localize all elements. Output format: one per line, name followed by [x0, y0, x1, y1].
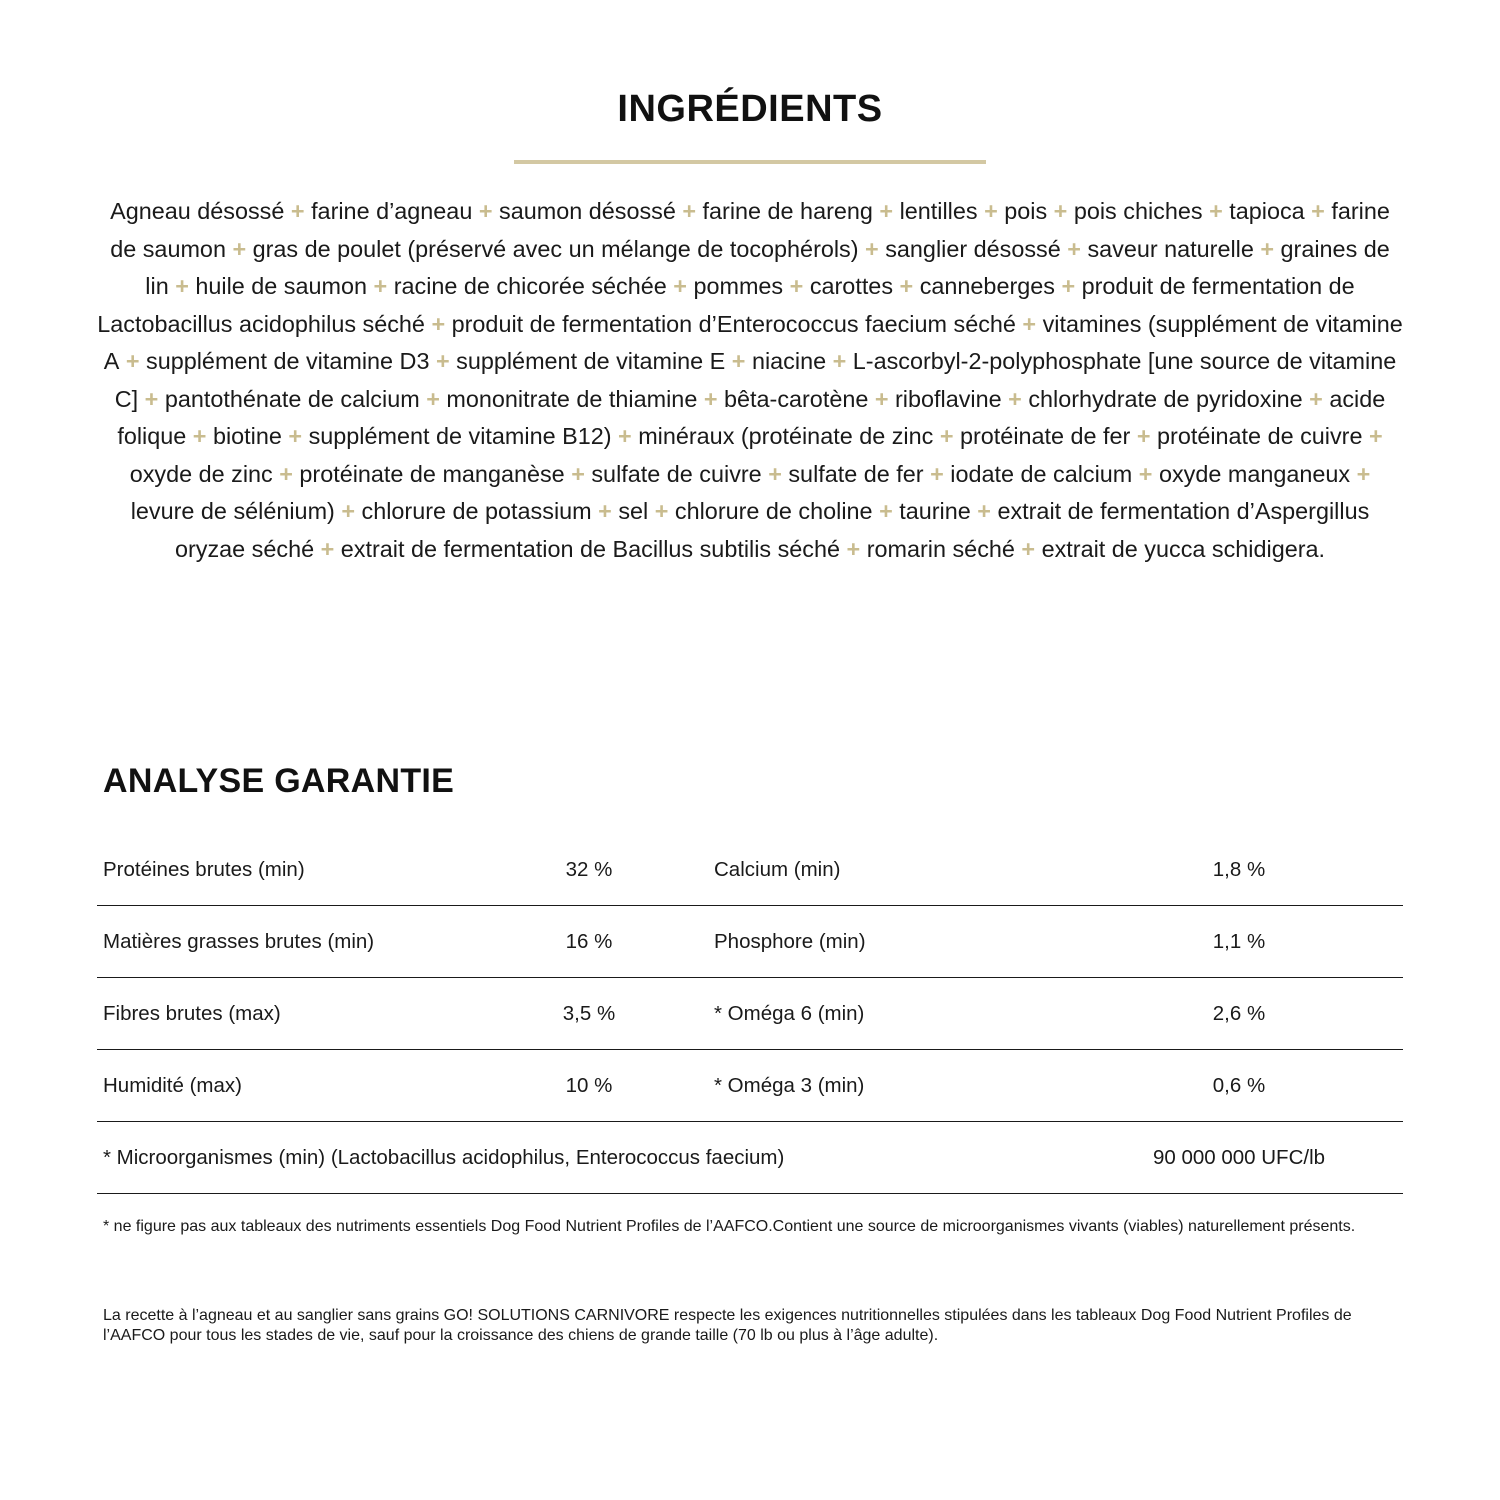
ingredient-item: romarin séché [866, 535, 1015, 562]
ingredient-item: pommes [693, 273, 784, 299]
ingredient-item: saveur naturelle [1087, 235, 1254, 262]
ingredient-item: acide folique [117, 385, 1386, 449]
plus-separator-icon: + [1008, 385, 1022, 412]
plus-separator-icon: + [703, 385, 718, 412]
nutrient-value: 16 % [565, 930, 613, 953]
plus-separator-icon: + [939, 423, 954, 449]
plus-separator-icon: + [874, 385, 889, 412]
ingredient-item: extrait de yucca schidigera. [1041, 535, 1326, 562]
plus-separator-icon: + [1260, 235, 1275, 262]
ingredient-item: pois [1004, 198, 1048, 224]
ingredient-item: minéraux (protéinate de zinc [638, 423, 934, 449]
plus-separator-icon: + [879, 498, 893, 524]
plus-separator-icon: + [1053, 198, 1068, 224]
ingredients-list [96, 193, 1404, 568]
plus-separator-icon: + [731, 348, 746, 374]
nutrient-label: * Oméga 6 (min) [714, 1002, 865, 1025]
analysis-title: ANALYSE GARANTIE [103, 762, 455, 800]
plus-separator-icon: + [288, 423, 303, 449]
plus-separator-icon: + [682, 198, 697, 224]
ingredient-item: farine de hareng [702, 198, 873, 224]
ingredient-item: farine de saumon [110, 198, 1390, 262]
nutrition-statement: La recette à l’agneau et au sanglier sans grains GO! SOLUTIONS CARNIVORE respecte les exigences nutritionnelles stipulées dans les tableaux Dog Food Nutrient Profiles de l’AAFCO pour tous les stades de vie, sauf pour la croissance des chiens de grande taille (70 lb ou plus à l’âge adulte). [103, 1307, 1352, 1344]
aafco-footnote: * ne figure pas aux tableaux des nutriments essentiels Dog Food Nutrient Profiles de l’AAFCO.Contient une source de microorganismes vivants (viables) naturellement présents. [103, 1218, 1356, 1235]
ingredient-item: sel [618, 498, 649, 524]
nutrient-label: Calcium (min) [714, 858, 841, 881]
table-row-microorganisms [97, 1122, 1403, 1194]
plus-separator-icon: + [977, 498, 991, 524]
ingredient-item: oxyde de zinc [129, 460, 273, 487]
plus-separator-icon: + [654, 498, 669, 524]
ingredient-item: produit de fermentation d’Enterococcus faecium séché [451, 310, 1016, 337]
plus-separator-icon: + [789, 273, 804, 299]
plus-separator-icon: + [930, 460, 944, 487]
ingredient-item: chlorhydrate de pyridoxine [1028, 385, 1303, 412]
plus-separator-icon: + [279, 460, 293, 487]
plus-separator-icon: + [1368, 423, 1383, 449]
ingredient-item: taurine [899, 498, 971, 524]
plus-separator-icon: + [1209, 198, 1223, 224]
plus-separator-icon: + [1067, 235, 1081, 262]
ingredient-item: chlorure de choline [674, 498, 873, 524]
plus-separator-icon: + [879, 198, 894, 224]
ingredient-item: graines de lin [145, 235, 1390, 299]
ingredient-item: saumon désossé [499, 198, 676, 224]
nutrient-value: 10 % [565, 1074, 613, 1097]
ingredient-item: supplément de vitamine B12) [308, 423, 612, 449]
plus-separator-icon: + [373, 273, 388, 299]
ingredient-item: riboflavine [895, 385, 1002, 412]
plus-separator-icon: + [341, 498, 356, 524]
plus-separator-icon: + [571, 460, 585, 487]
ingredients-title: INGRÉDIENTS [617, 88, 883, 130]
table-row [97, 906, 1403, 978]
ingredient-item: huile de saumon [195, 273, 368, 299]
microorganisms-label: * Microorganismes (min) (Lactobacillus acidophilus, Enterococcus faecium) [103, 1146, 785, 1169]
plus-separator-icon: + [1021, 535, 1036, 562]
nutrient-label: Protéines brutes (min) [103, 858, 305, 881]
plus-separator-icon: + [290, 198, 305, 224]
ingredient-item: protéinate de cuivre [1157, 423, 1363, 449]
plus-separator-icon: + [144, 385, 159, 412]
nutrient-label: Phosphore (min) [714, 930, 866, 953]
ingredient-item: canneberges [919, 273, 1055, 299]
plus-separator-icon: + [232, 235, 247, 262]
table-row [97, 978, 1403, 1050]
plus-separator-icon: + [832, 348, 847, 374]
ingredient-item: supplément de vitamine D3 [146, 348, 430, 374]
ingredient-item: Agneau désossé [110, 198, 285, 224]
ingredient-item: pantothénate de calcium [164, 385, 420, 412]
ingredient-item: mononitrate de thiamine [446, 385, 698, 412]
nutrient-value: 1,1 % [1212, 930, 1266, 953]
plus-separator-icon: + [478, 198, 493, 224]
ingredient-item: extrait de fermentation de Bacillus subtilis séché [340, 535, 841, 562]
ingredient-item: farine d’agneau [311, 198, 473, 224]
ingredient-item: sulfate de fer [788, 460, 924, 487]
ingredient-item: iodate de calcium [950, 460, 1133, 487]
plus-separator-icon: + [1138, 460, 1153, 487]
plus-separator-icon: + [618, 423, 632, 449]
table-row [97, 1050, 1403, 1122]
nutrient-value: 1,8 % [1212, 858, 1266, 881]
ingredient-item: extrait de fermentation d’Aspergillus oryzae séché [174, 498, 1370, 562]
ingredient-item: protéinate de manganèse [299, 460, 565, 487]
plus-separator-icon: + [1311, 198, 1325, 224]
plus-separator-icon: + [846, 535, 861, 562]
plus-separator-icon: + [175, 273, 189, 299]
nutrient-label: Fibres brutes (max) [103, 1002, 281, 1025]
plus-separator-icon: + [984, 198, 998, 224]
ingredient-item: L-ascorbyl-2-polyphosphate [une source de vitamine C] [114, 348, 1397, 412]
ingredient-item: protéinate de fer [960, 423, 1131, 449]
ingredient-item: pois chiches [1073, 198, 1203, 224]
nutrient-value: 0,6 % [1212, 1074, 1266, 1097]
nutrient-label: Humidité (max) [103, 1074, 242, 1097]
plus-separator-icon: + [426, 385, 440, 412]
nutrient-value: 3,5 % [562, 1002, 616, 1025]
ingredient-item: supplément de vitamine E [456, 348, 726, 374]
ingredient-item: sulfate de cuivre [591, 460, 762, 487]
plus-separator-icon: + [899, 273, 914, 299]
nutrient-value: 32 % [565, 858, 613, 881]
ingredient-item: tapioca [1229, 198, 1305, 224]
plus-separator-icon: + [865, 235, 879, 262]
ingredient-item: gras de poulet (préservé avec un mélange de tocophérols) [252, 235, 859, 262]
nutrient-value: 2,6 % [1212, 1002, 1266, 1025]
ingredient-item: niacine [751, 348, 827, 374]
ingredient-item: biotine [212, 423, 282, 449]
ingredient-item: vitamines (supplément de vitamine A [103, 310, 1403, 374]
plus-separator-icon: + [431, 310, 446, 337]
plus-separator-icon: + [1061, 273, 1076, 299]
microorganisms-value: 90 000 000 UFC/lb [1152, 1146, 1326, 1169]
ingredient-item: levure de sélénium) [130, 498, 335, 524]
plus-separator-icon: + [125, 348, 140, 374]
ingredient-item: produit de fermentation de Lactobacillus acidophilus séché [97, 273, 1355, 337]
analysis-table [97, 834, 1403, 1194]
plus-separator-icon: + [1136, 423, 1151, 449]
ingredient-item: oxyde manganeux [1158, 460, 1351, 487]
plus-separator-icon: + [1356, 460, 1371, 487]
plus-separator-icon: + [673, 273, 687, 299]
plus-separator-icon: + [320, 535, 335, 562]
title-divider [514, 160, 986, 164]
plus-separator-icon: + [598, 498, 612, 524]
ingredient-item: lentilles [899, 198, 978, 224]
ingredient-item: bêta-carotène [724, 385, 869, 412]
ingredient-item: carottes [809, 273, 894, 299]
plus-separator-icon: + [192, 423, 207, 449]
table-row [97, 834, 1403, 906]
plus-separator-icon: + [768, 460, 782, 487]
plus-separator-icon: + [1309, 385, 1323, 412]
nutrient-label: Matières grasses brutes (min) [103, 930, 375, 953]
ingredient-item: racine de chicorée séchée [393, 273, 667, 299]
plus-separator-icon: + [1022, 310, 1037, 337]
ingredient-item: chlorure de potassium [361, 498, 592, 524]
ingredient-item: sanglier désossé [885, 235, 1061, 262]
plus-separator-icon: + [435, 348, 450, 374]
nutrient-label: * Oméga 3 (min) [714, 1074, 865, 1097]
